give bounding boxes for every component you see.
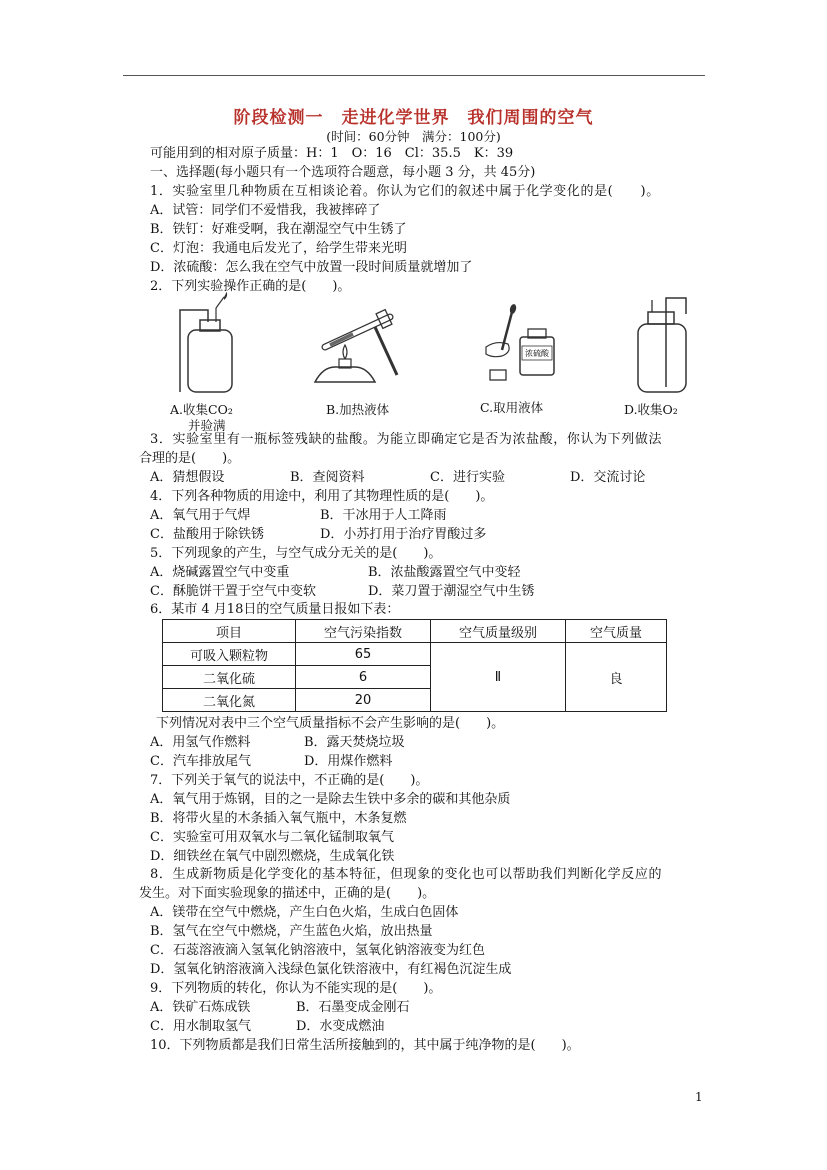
table-cell: 65 bbox=[296, 643, 431, 666]
q1-option-c: C．灯泡：我通电后发光了，给学生带来光明 bbox=[150, 241, 407, 256]
q4-option-a: A．氧气用于气焊 bbox=[150, 508, 251, 523]
table-cell: 20 bbox=[296, 689, 431, 712]
air-quality-table bbox=[162, 619, 667, 712]
q7-option-d: D．细铁丝在氧气中剧烈燃烧，生成氧化铁 bbox=[150, 849, 395, 864]
q6-after-table: 下列情况对表中三个空气质量指标不会产生影响的是( )。 bbox=[156, 716, 505, 731]
q6-option-d: D．用煤作燃料 bbox=[304, 754, 393, 769]
section-heading: 一、选择题(每小题只有一个选项符合题意，每小题 3 分，共 45分) bbox=[150, 165, 536, 180]
table-row bbox=[163, 643, 667, 666]
figure-a-collect-co2 bbox=[170, 292, 250, 397]
q1-option-b: B．铁钉：好难受啊，我在潮湿空气中生锈了 bbox=[150, 222, 407, 237]
table-cell: 二氧化硫 bbox=[163, 666, 296, 689]
top-rule bbox=[123, 75, 705, 76]
q6-option-c: C．汽车排放尾气 bbox=[150, 754, 251, 769]
q9-option-c: C．用水制取氢气 bbox=[150, 1019, 251, 1034]
q3-option-d: D．交流讨论 bbox=[570, 470, 646, 485]
q6-option-a: A．用氢气作燃料 bbox=[150, 735, 251, 750]
table-cell: 二氧化氮 bbox=[163, 689, 296, 712]
table-header-cell: 空气质量级别 bbox=[431, 620, 566, 643]
q7-stem: 7．下列关于氧气的说法中，不正确的是( )。 bbox=[150, 773, 429, 788]
q3-option-b: B．查阅资料 bbox=[290, 470, 365, 485]
q8-stem-line2: 发生。对下面实验现象的描述中，正确的是( )。 bbox=[139, 886, 436, 901]
time-score-info: (时间：60分钟 满分：100分) bbox=[326, 129, 501, 144]
q5-option-a: A．烧碱露置空气中变重 bbox=[150, 565, 290, 580]
q8-stem-line1: 8．生成新物质是化学变化的基本特征，但现象的变化也可以帮助我们判断化学反应的 bbox=[150, 867, 663, 882]
q9-option-b: B．石墨变成金刚石 bbox=[296, 1000, 410, 1015]
q4-option-c: C．盐酸用于除铁锈 bbox=[150, 527, 264, 542]
q7-option-b: B．将带火星的木条插入氧气瓶中，木条复燃 bbox=[150, 811, 407, 826]
q1-option-d: D．浓硫酸：怎么我在空气中放置一段时间质量就增加了 bbox=[150, 260, 473, 275]
page-number: 1 bbox=[695, 1090, 703, 1104]
figure-c-take-liquid bbox=[478, 302, 558, 397]
q3-option-c: C．进行实验 bbox=[430, 470, 505, 485]
table-cell: 6 bbox=[296, 666, 431, 689]
q4-stem: 4．下列各种物质的用途中，利用了其物理性质的是( )。 bbox=[150, 489, 494, 504]
q8-option-d: D．氢氧化钠溶液滴入浅绿色氯化铁溶液中，有红褐色沉淀生成 bbox=[150, 962, 512, 977]
q3-stem-line2: 合理的是( )。 bbox=[139, 451, 241, 466]
table-cell: 可吸入颗粒物 bbox=[163, 643, 296, 666]
q9-option-d: D．水变成燃油 bbox=[296, 1019, 385, 1034]
figure-b-heat-liquid bbox=[305, 297, 405, 397]
table-header-row bbox=[163, 620, 667, 643]
q1-stem: 1．实验室里几种物质在互相谈论着。你认为它们的叙述中属于化学变化的是( )。 bbox=[150, 184, 660, 199]
q5-stem: 5．下列现象的产生，与空气成分无关的是( )。 bbox=[150, 546, 442, 561]
atomic-mass-line: 可能用到的相对原子质量：H：1 O：16 Cl：35.5 K：39 bbox=[150, 146, 514, 161]
q7-option-c: C．实验室可用双氧水与二氧化锰制取氧气 bbox=[150, 830, 394, 845]
page-title: 阶段检测一 走进化学世界 我们周围的空气 bbox=[233, 108, 594, 128]
caption-d: D.收集O₂ bbox=[624, 402, 678, 417]
q2-figures bbox=[160, 292, 720, 432]
caption-a-line2: 并验满 bbox=[188, 418, 226, 433]
q8-option-b: B．氢气在空气中燃烧，产生蓝色火焰，放出热量 bbox=[150, 924, 433, 939]
q5-option-c: C．酥脆饼干置于空气中变软 bbox=[150, 584, 316, 599]
q8-option-c: C．石蕊溶液滴入氢氧化钠溶液中，氢氧化钠溶液变为红色 bbox=[150, 943, 485, 958]
q4-option-b: B．干冰用于人工降雨 bbox=[320, 508, 447, 523]
q5-option-d: D．菜刀置于潮湿空气中生锈 bbox=[368, 584, 535, 599]
q2-stem: 2．下列实验操作正确的是( )。 bbox=[150, 279, 351, 294]
q5-option-b: B．浓盐酸露置空气中变轻 bbox=[368, 565, 521, 580]
caption-c: C.取用液体 bbox=[480, 400, 544, 415]
q3-option-a: A．猜想假设 bbox=[150, 470, 225, 485]
caption-a-line1: A.收集CO₂ bbox=[170, 402, 233, 417]
table-header-cell: 空气污染指数 bbox=[296, 620, 431, 643]
q10-stem: 10．下列物质都是我们日常生活所接触到的，其中属于纯净物的是( )。 bbox=[150, 1038, 580, 1053]
q9-stem: 9．下列物质的转化，你认为不能实现的是( )。 bbox=[150, 981, 442, 996]
figure-d-collect-o2 bbox=[630, 292, 710, 397]
table-header-cell: 空气质量 bbox=[566, 620, 667, 643]
q9-option-a: A．铁矿石炼成铁 bbox=[150, 1000, 251, 1015]
q7-option-a: A．氧气用于炼钢，目的之一是除去生铁中多余的碳和其他杂质 bbox=[150, 792, 511, 807]
q6-stem: 6．某市 4 月18日的空气质量日报如下表： bbox=[150, 602, 400, 617]
table-cell-quality: 良 bbox=[566, 643, 667, 712]
q3-stem-line1: 3．实验室里有一瓶标签残缺的盐酸。为能立即确定它是否为浓盐酸，你认为下列做法 bbox=[150, 432, 663, 447]
table-header-cell: 项目 bbox=[163, 620, 296, 643]
table-cell-level: Ⅱ bbox=[431, 643, 566, 712]
q8-option-a: A．镁带在空气中燃烧，产生白色火焰，生成白色固体 bbox=[150, 905, 459, 920]
q1-option-a: A．试管：同学们不爱惜我，我被摔碎了 bbox=[150, 203, 381, 218]
bottle-label: 浓硫酸 bbox=[525, 349, 549, 358]
caption-b: B.加热液体 bbox=[326, 402, 390, 417]
q6-option-b: B．露天焚烧垃圾 bbox=[304, 735, 405, 750]
q4-option-d: D．小苏打用于治疗胃酸过多 bbox=[320, 527, 487, 542]
